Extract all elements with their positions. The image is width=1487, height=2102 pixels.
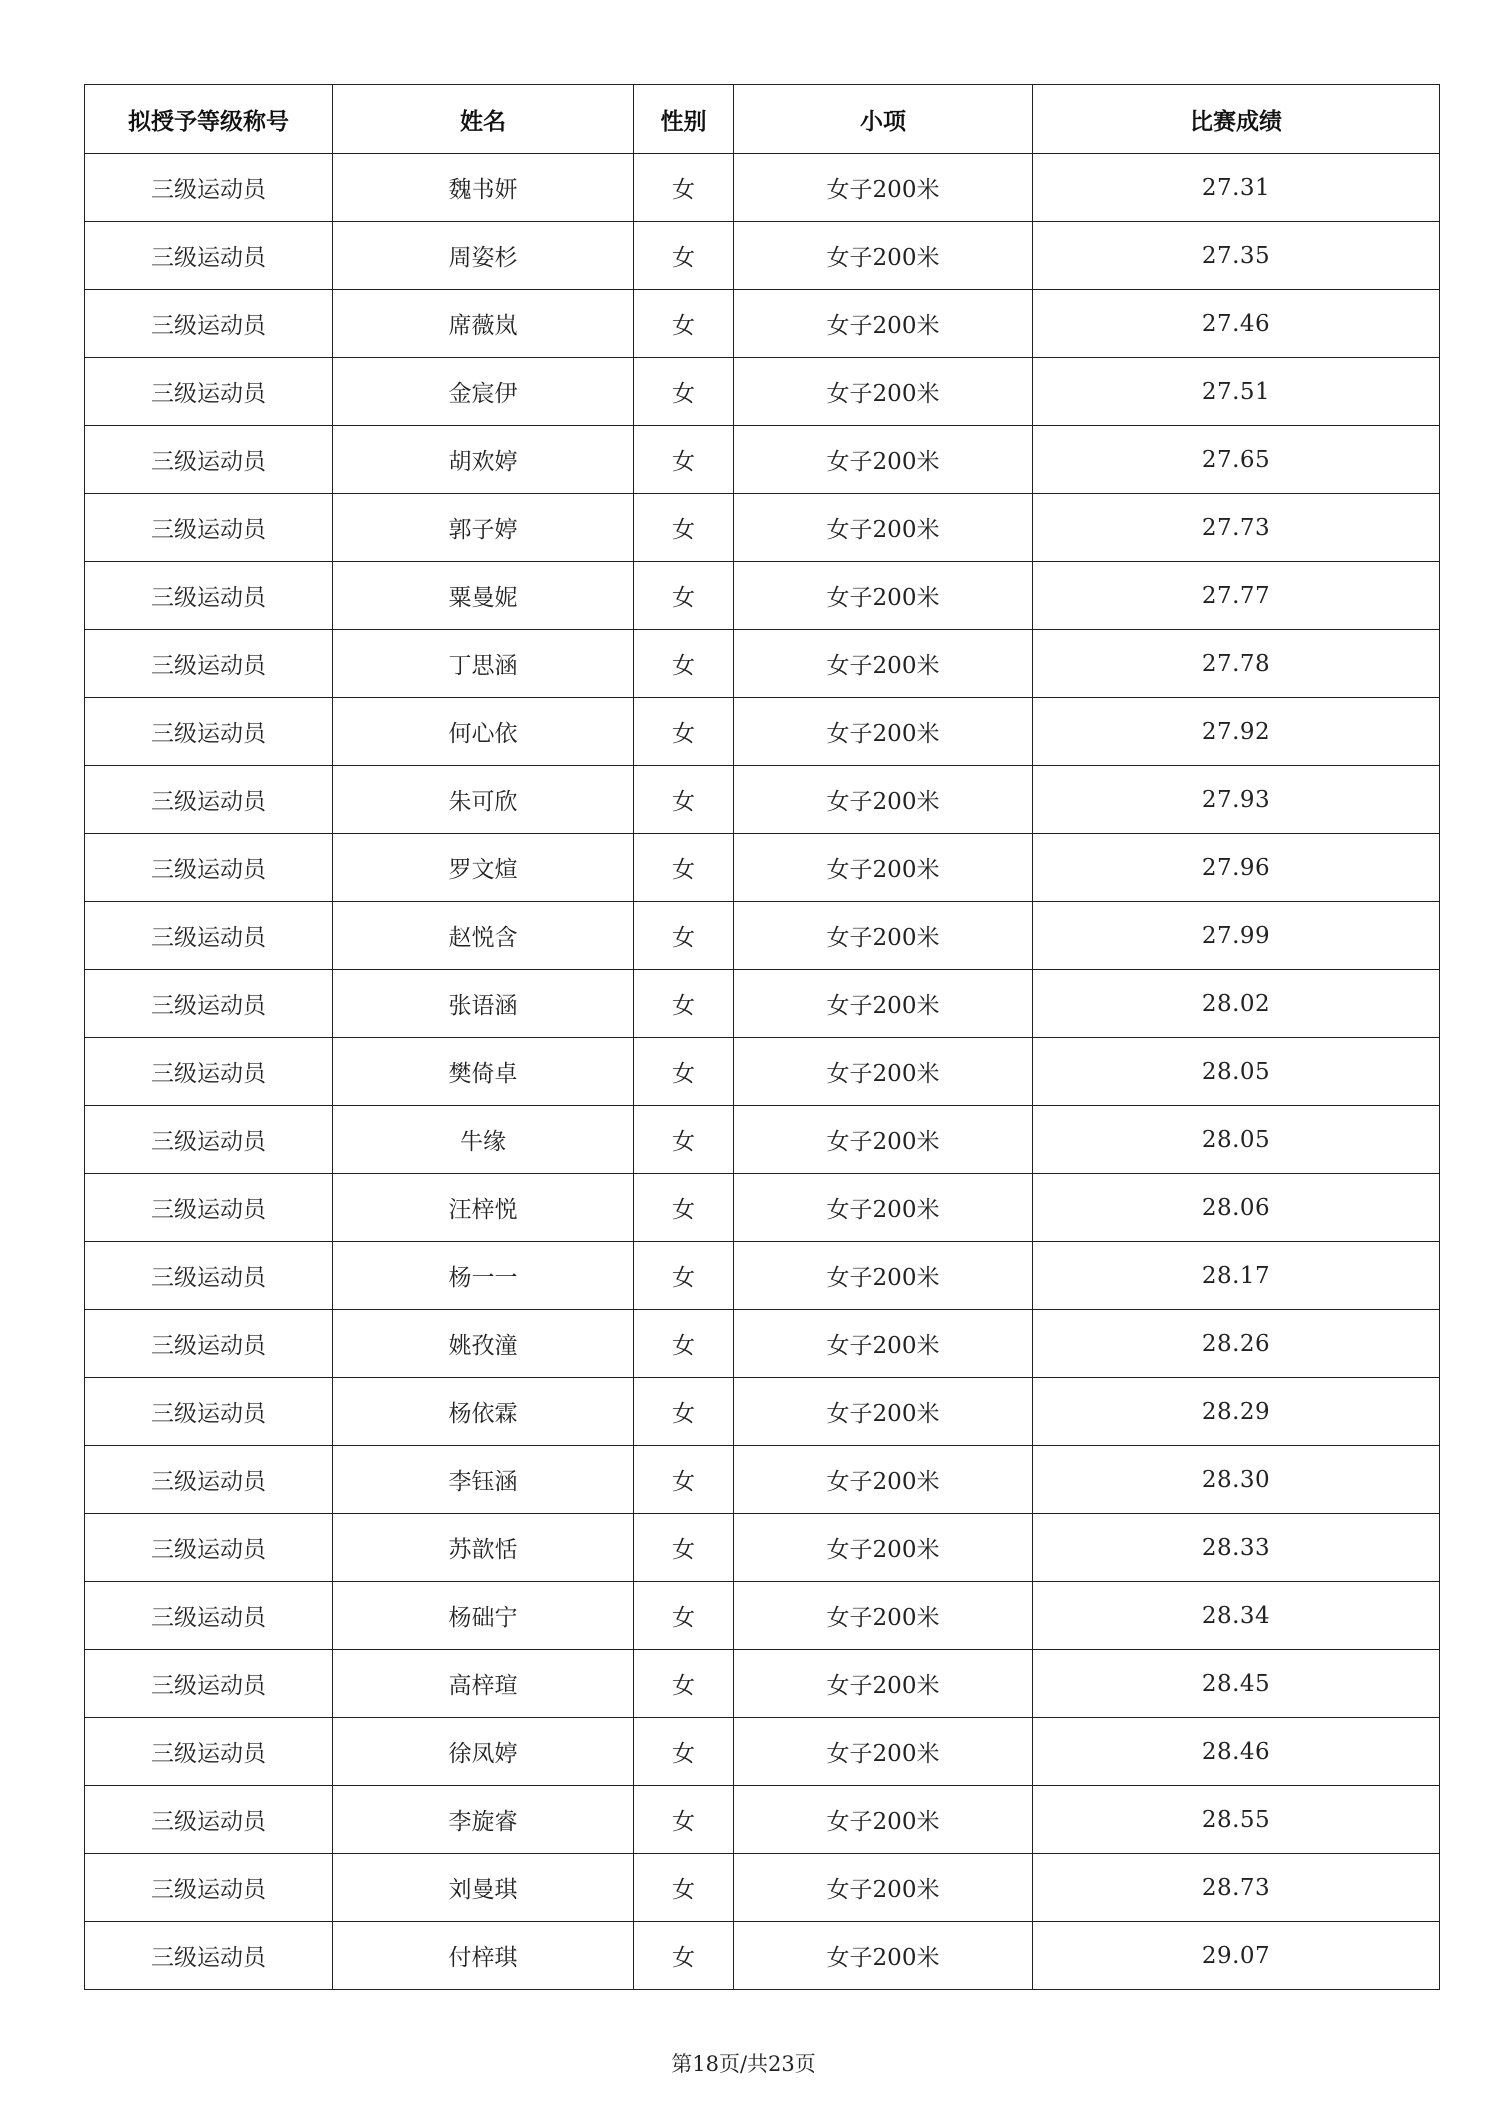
table-row bbox=[85, 630, 1440, 698]
cell-score: 28.30 bbox=[1033, 1446, 1440, 1514]
cell-level: 三级运动员 bbox=[85, 1446, 333, 1514]
cell-gender: 女 bbox=[634, 1650, 734, 1718]
cell-level: 三级运动员 bbox=[85, 1854, 333, 1922]
cell-event: 女子200米 bbox=[734, 494, 1033, 562]
cell-event: 女子200米 bbox=[734, 834, 1033, 902]
cell-event: 女子200米 bbox=[734, 902, 1033, 970]
cell-name: 张语涵 bbox=[333, 970, 634, 1038]
cell-level: 三级运动员 bbox=[85, 630, 333, 698]
cell-name: 姚孜潼 bbox=[333, 1310, 634, 1378]
cell-gender: 女 bbox=[634, 1310, 734, 1378]
cell-name: 牛缘 bbox=[333, 1106, 634, 1174]
cell-event: 女子200米 bbox=[734, 426, 1033, 494]
cell-event: 女子200米 bbox=[734, 1038, 1033, 1106]
table-row bbox=[85, 1514, 1440, 1582]
cell-score: 27.78 bbox=[1033, 630, 1440, 698]
table-row bbox=[85, 154, 1440, 222]
cell-event: 女子200米 bbox=[734, 562, 1033, 630]
cell-gender: 女 bbox=[634, 834, 734, 902]
cell-score: 29.07 bbox=[1033, 1922, 1440, 1990]
cell-score: 28.46 bbox=[1033, 1718, 1440, 1786]
cell-level: 三级运动员 bbox=[85, 1650, 333, 1718]
header-gender: 性别 bbox=[634, 85, 734, 154]
cell-gender: 女 bbox=[634, 1786, 734, 1854]
cell-gender: 女 bbox=[634, 358, 734, 426]
cell-gender: 女 bbox=[634, 1446, 734, 1514]
cell-gender: 女 bbox=[634, 630, 734, 698]
cell-event: 女子200米 bbox=[734, 290, 1033, 358]
cell-gender: 女 bbox=[634, 1378, 734, 1446]
cell-score: 27.77 bbox=[1033, 562, 1440, 630]
cell-event: 女子200米 bbox=[734, 1582, 1033, 1650]
cell-name: 高梓瑄 bbox=[333, 1650, 634, 1718]
table-row bbox=[85, 1106, 1440, 1174]
table-row bbox=[85, 698, 1440, 766]
table-row bbox=[85, 766, 1440, 834]
cell-level: 三级运动员 bbox=[85, 1922, 333, 1990]
cell-name: 付梓琪 bbox=[333, 1922, 634, 1990]
cell-score: 27.51 bbox=[1033, 358, 1440, 426]
cell-event: 女子200米 bbox=[734, 630, 1033, 698]
cell-score: 28.34 bbox=[1033, 1582, 1440, 1650]
cell-level: 三级运动员 bbox=[85, 1582, 333, 1650]
cell-name: 李钰涵 bbox=[333, 1446, 634, 1514]
cell-event: 女子200米 bbox=[734, 1514, 1033, 1582]
cell-name: 李旋睿 bbox=[333, 1786, 634, 1854]
header-score: 比赛成绩 bbox=[1033, 85, 1440, 154]
table-row bbox=[85, 1038, 1440, 1106]
cell-gender: 女 bbox=[634, 154, 734, 222]
cell-event: 女子200米 bbox=[734, 1174, 1033, 1242]
cell-level: 三级运动员 bbox=[85, 222, 333, 290]
cell-score: 28.55 bbox=[1033, 1786, 1440, 1854]
cell-gender: 女 bbox=[634, 222, 734, 290]
cell-gender: 女 bbox=[634, 426, 734, 494]
cell-level: 三级运动员 bbox=[85, 1174, 333, 1242]
cell-name: 席薇岚 bbox=[333, 290, 634, 358]
cell-event: 女子200米 bbox=[734, 1310, 1033, 1378]
cell-event: 女子200米 bbox=[734, 1650, 1033, 1718]
header-name: 姓名 bbox=[333, 85, 634, 154]
cell-event: 女子200米 bbox=[734, 1718, 1033, 1786]
cell-gender: 女 bbox=[634, 698, 734, 766]
table-row bbox=[85, 222, 1440, 290]
cell-level: 三级运动员 bbox=[85, 970, 333, 1038]
cell-score: 28.73 bbox=[1033, 1854, 1440, 1922]
table-header-row bbox=[85, 85, 1440, 154]
table-row bbox=[85, 902, 1440, 970]
cell-name: 罗文煊 bbox=[333, 834, 634, 902]
table-row bbox=[85, 1310, 1440, 1378]
cell-level: 三级运动员 bbox=[85, 1310, 333, 1378]
cell-gender: 女 bbox=[634, 290, 734, 358]
cell-score: 27.92 bbox=[1033, 698, 1440, 766]
cell-score: 27.99 bbox=[1033, 902, 1440, 970]
cell-score: 28.17 bbox=[1033, 1242, 1440, 1310]
cell-score: 27.73 bbox=[1033, 494, 1440, 562]
cell-name: 丁思涵 bbox=[333, 630, 634, 698]
table-row bbox=[85, 1378, 1440, 1446]
cell-gender: 女 bbox=[634, 970, 734, 1038]
cell-score: 27.35 bbox=[1033, 222, 1440, 290]
athlete-grade-table bbox=[84, 84, 1440, 1990]
cell-gender: 女 bbox=[634, 1514, 734, 1582]
cell-name: 胡欢婷 bbox=[333, 426, 634, 494]
table-row bbox=[85, 1242, 1440, 1310]
cell-level: 三级运动员 bbox=[85, 1378, 333, 1446]
table-row bbox=[85, 1446, 1440, 1514]
cell-event: 女子200米 bbox=[734, 1786, 1033, 1854]
cell-gender: 女 bbox=[634, 902, 734, 970]
table-row bbox=[85, 494, 1440, 562]
cell-event: 女子200米 bbox=[734, 1922, 1033, 1990]
table-row bbox=[85, 970, 1440, 1038]
cell-level: 三级运动员 bbox=[85, 1786, 333, 1854]
cell-score: 28.26 bbox=[1033, 1310, 1440, 1378]
cell-event: 女子200米 bbox=[734, 1106, 1033, 1174]
cell-gender: 女 bbox=[634, 1854, 734, 1922]
cell-gender: 女 bbox=[634, 494, 734, 562]
cell-name: 杨一一 bbox=[333, 1242, 634, 1310]
cell-event: 女子200米 bbox=[734, 766, 1033, 834]
table-row bbox=[85, 1174, 1440, 1242]
cell-name: 徐凤婷 bbox=[333, 1718, 634, 1786]
table-row bbox=[85, 562, 1440, 630]
cell-score: 27.65 bbox=[1033, 426, 1440, 494]
cell-gender: 女 bbox=[634, 1038, 734, 1106]
cell-name: 赵悦含 bbox=[333, 902, 634, 970]
table-row bbox=[85, 426, 1440, 494]
cell-event: 女子200米 bbox=[734, 970, 1033, 1038]
cell-name: 魏书妍 bbox=[333, 154, 634, 222]
cell-score: 28.45 bbox=[1033, 1650, 1440, 1718]
table-row bbox=[85, 1650, 1440, 1718]
table-row bbox=[85, 1582, 1440, 1650]
table-row bbox=[85, 290, 1440, 358]
cell-name: 苏歆恬 bbox=[333, 1514, 634, 1582]
cell-level: 三级运动员 bbox=[85, 766, 333, 834]
cell-name: 杨础宁 bbox=[333, 1582, 634, 1650]
cell-score: 28.29 bbox=[1033, 1378, 1440, 1446]
table-row bbox=[85, 358, 1440, 426]
cell-level: 三级运动员 bbox=[85, 1106, 333, 1174]
cell-gender: 女 bbox=[634, 766, 734, 834]
cell-level: 三级运动员 bbox=[85, 698, 333, 766]
cell-gender: 女 bbox=[634, 1242, 734, 1310]
cell-level: 三级运动员 bbox=[85, 1038, 333, 1106]
cell-name: 金宸伊 bbox=[333, 358, 634, 426]
header-level: 拟授予等级称号 bbox=[85, 85, 333, 154]
cell-event: 女子200米 bbox=[734, 358, 1033, 426]
cell-score: 27.46 bbox=[1033, 290, 1440, 358]
cell-score: 28.02 bbox=[1033, 970, 1440, 1038]
cell-level: 三级运动员 bbox=[85, 1718, 333, 1786]
page-number: 第18页/共23页 bbox=[671, 2052, 816, 2076]
cell-score: 28.33 bbox=[1033, 1514, 1440, 1582]
cell-score: 28.06 bbox=[1033, 1174, 1440, 1242]
cell-name: 朱可欣 bbox=[333, 766, 634, 834]
cell-level: 三级运动员 bbox=[85, 1242, 333, 1310]
cell-event: 女子200米 bbox=[734, 1854, 1033, 1922]
cell-event: 女子200米 bbox=[734, 1378, 1033, 1446]
cell-score: 27.96 bbox=[1033, 834, 1440, 902]
cell-event: 女子200米 bbox=[734, 1242, 1033, 1310]
cell-level: 三级运动员 bbox=[85, 426, 333, 494]
cell-name: 樊倚卓 bbox=[333, 1038, 634, 1106]
cell-event: 女子200米 bbox=[734, 698, 1033, 766]
table-row bbox=[85, 834, 1440, 902]
cell-level: 三级运动员 bbox=[85, 902, 333, 970]
cell-score: 28.05 bbox=[1033, 1038, 1440, 1106]
cell-gender: 女 bbox=[634, 1106, 734, 1174]
cell-event: 女子200米 bbox=[734, 1446, 1033, 1514]
cell-event: 女子200米 bbox=[734, 222, 1033, 290]
cell-name: 周姿杉 bbox=[333, 222, 634, 290]
cell-level: 三级运动员 bbox=[85, 562, 333, 630]
cell-name: 何心依 bbox=[333, 698, 634, 766]
table-row bbox=[85, 1718, 1440, 1786]
cell-level: 三级运动员 bbox=[85, 358, 333, 426]
cell-level: 三级运动员 bbox=[85, 1514, 333, 1582]
cell-gender: 女 bbox=[634, 1922, 734, 1990]
cell-gender: 女 bbox=[634, 1718, 734, 1786]
header-event: 小项 bbox=[734, 85, 1033, 154]
cell-name: 粟曼妮 bbox=[333, 562, 634, 630]
cell-name: 郭子婷 bbox=[333, 494, 634, 562]
cell-gender: 女 bbox=[634, 562, 734, 630]
cell-level: 三级运动员 bbox=[85, 290, 333, 358]
table-row bbox=[85, 1922, 1440, 1990]
cell-level: 三级运动员 bbox=[85, 834, 333, 902]
cell-gender: 女 bbox=[634, 1174, 734, 1242]
cell-score: 28.05 bbox=[1033, 1106, 1440, 1174]
table-row bbox=[85, 1854, 1440, 1922]
cell-level: 三级运动员 bbox=[85, 494, 333, 562]
cell-gender: 女 bbox=[634, 1582, 734, 1650]
table-row bbox=[85, 1786, 1440, 1854]
cell-score: 27.93 bbox=[1033, 766, 1440, 834]
table-body bbox=[85, 154, 1440, 1990]
cell-score: 27.31 bbox=[1033, 154, 1440, 222]
cell-event: 女子200米 bbox=[734, 154, 1033, 222]
cell-name: 杨依霖 bbox=[333, 1378, 634, 1446]
cell-name: 刘曼琪 bbox=[333, 1854, 634, 1922]
cell-level: 三级运动员 bbox=[85, 154, 333, 222]
cell-name: 汪梓悦 bbox=[333, 1174, 634, 1242]
